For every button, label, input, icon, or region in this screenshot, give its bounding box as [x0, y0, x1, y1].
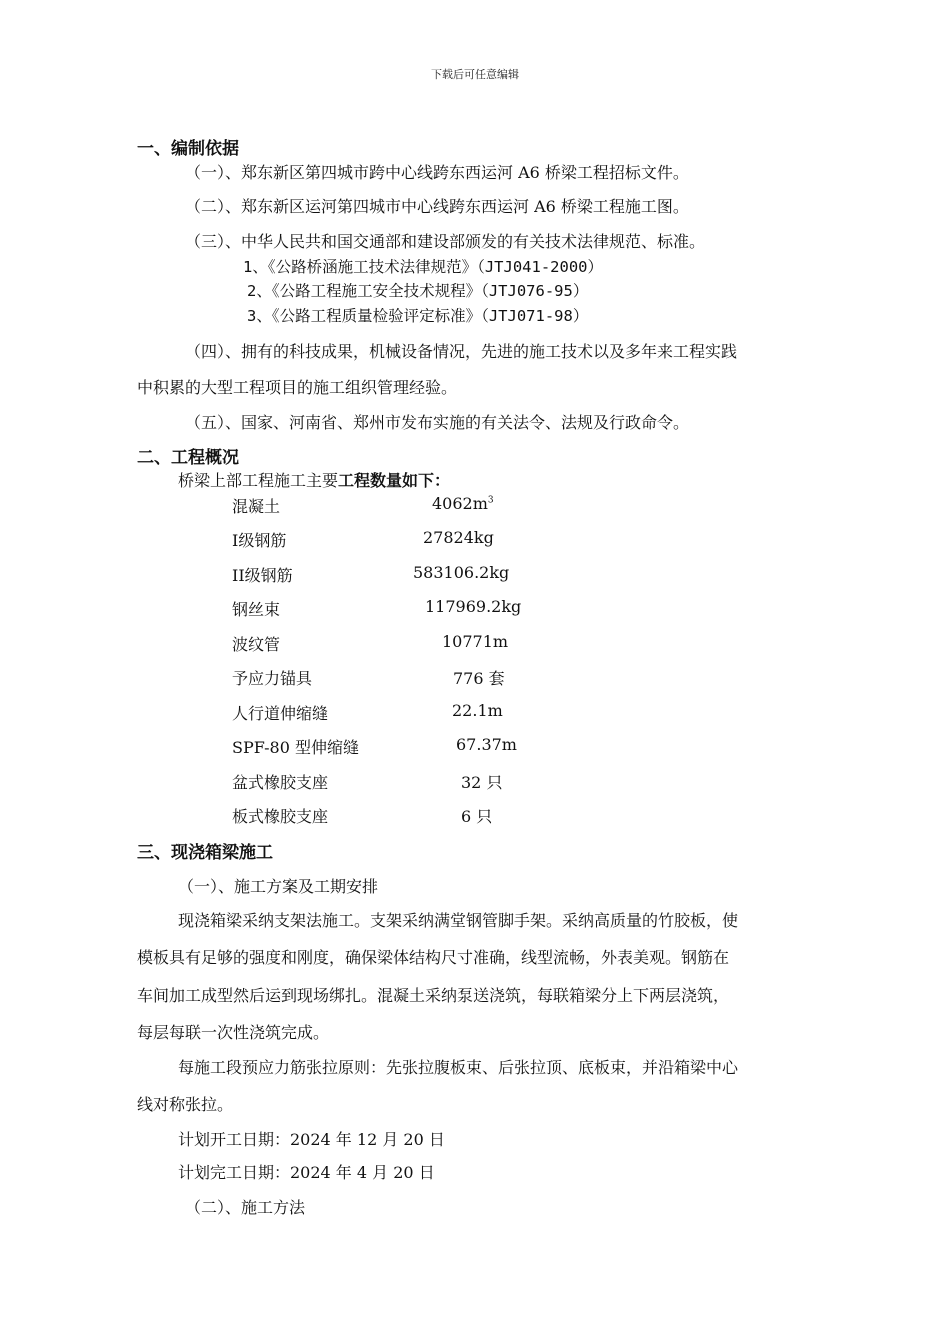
- quantity-unit-superscript: 3: [487, 495, 494, 506]
- quantity-value: 67.37m: [456, 735, 517, 754]
- start-date: 计划开工日期：2024 年 12 月 20 日: [178, 1130, 445, 1149]
- paragraph-1-line: 现浇箱梁采纳支架法施工。支架采纳满堂钢管脚手架。采纳高质量的竹胶板，使: [178, 911, 739, 930]
- basis-item-4-line2: 中积累的大型工程项目的施工组织管理经验。: [137, 378, 458, 397]
- quantity-name: 盆式橡胶支座: [232, 773, 329, 792]
- section-2-title: 二、工程概况: [137, 448, 239, 468]
- quantity-name: SPF-80 型伸缩缝: [232, 738, 359, 757]
- paragraph-1-line: 车间加工成型然后运到现场绑扎。混凝土采纳泵送浇筑，每联箱梁分上下两层浇筑，: [137, 986, 730, 1005]
- quantity-value: 27824kg: [423, 528, 494, 547]
- section-3-title: 三、现浇箱梁施工: [137, 843, 273, 863]
- quantities-intro-text: 桥梁上部工程施工主要: [178, 471, 339, 490]
- standard-2: 2、《公路工程施工安全技术规程》（JTJ076-95）: [247, 282, 589, 300]
- quantity-value: 117969.2kg: [425, 597, 522, 616]
- quantity-name: 钢丝束: [232, 600, 281, 619]
- quantity-name: 波纹管: [232, 635, 281, 654]
- section-1-title: 一、编制依据: [137, 139, 239, 159]
- quantity-value-text: 4062m: [432, 494, 488, 513]
- end-date: 计划完工日期：2024 年 4 月 20 日: [178, 1163, 435, 1182]
- quantity-value: [432, 494, 494, 513]
- standard-3: 3、《公路工程质量检验评定标准》（JTJ071-98）: [247, 307, 589, 325]
- paragraph-1-line: 模板具有足够的强度和刚度，确保梁体结构尺寸准确，线型流畅，外表美观。钢筋在: [137, 948, 730, 967]
- quantity-value: 10771m: [442, 632, 509, 651]
- basis-item-2: （二）、郑东新区运河第四城市中心线跨东西运河 A6 桥梁工程施工图。: [185, 197, 689, 216]
- quantities-intro-bold: 工程数量如下：: [338, 471, 451, 490]
- quantity-value: 6 只: [461, 807, 493, 826]
- subsection-2-title: （二）、施工方法: [185, 1198, 306, 1217]
- quantity-name: 混凝土: [232, 497, 281, 516]
- quantity-name: II级钢筋: [232, 566, 293, 585]
- basis-item-3: （三）、中华人民共和国交通部和建设部颁发的有关技术法律规范、标准。: [185, 232, 706, 251]
- basis-item-5: （五）、国家、河南省、郑州市发布实施的有关法令、法规及行政命令。: [185, 413, 690, 432]
- quantity-name: 人行道伸缩缝: [232, 704, 329, 723]
- subsection-1-title: （一）、施工方案及工期安排: [178, 877, 379, 896]
- quantity-value: 776 套: [453, 669, 505, 688]
- quantity-value: 583106.2kg: [413, 563, 510, 582]
- basis-item-1: （一）、郑东新区第四城市跨中心线跨东西运河 A6 桥梁工程招标文件。: [185, 163, 689, 182]
- quantity-name: I级钢筋: [232, 531, 287, 550]
- quantity-name: 予应力锚具: [232, 669, 313, 688]
- quantity-name: 板式橡胶支座: [232, 807, 329, 826]
- page-header: 下载后可任意编辑: [431, 68, 519, 81]
- paragraph-2-line: 线对称张拉。: [137, 1095, 234, 1114]
- quantity-value: 32 只: [461, 773, 503, 792]
- basis-item-4-line1: （四）、拥有的科技成果，机械设备情况，先进的施工技术以及多年来工程实践: [185, 342, 738, 361]
- paragraph-1-line: 每层每联一次性浇筑完成。: [137, 1023, 330, 1042]
- quantities-intro: [178, 468, 450, 491]
- standard-1: 1、《公路桥涵施工技术法律规范》（JTJ041-2000）: [243, 258, 603, 276]
- quantity-value: 22.1m: [452, 701, 503, 720]
- paragraph-2-line: 每施工段预应力筋张拉原则：先张拉腹板束、后张拉顶、底板束，并沿箱梁中心: [178, 1058, 739, 1077]
